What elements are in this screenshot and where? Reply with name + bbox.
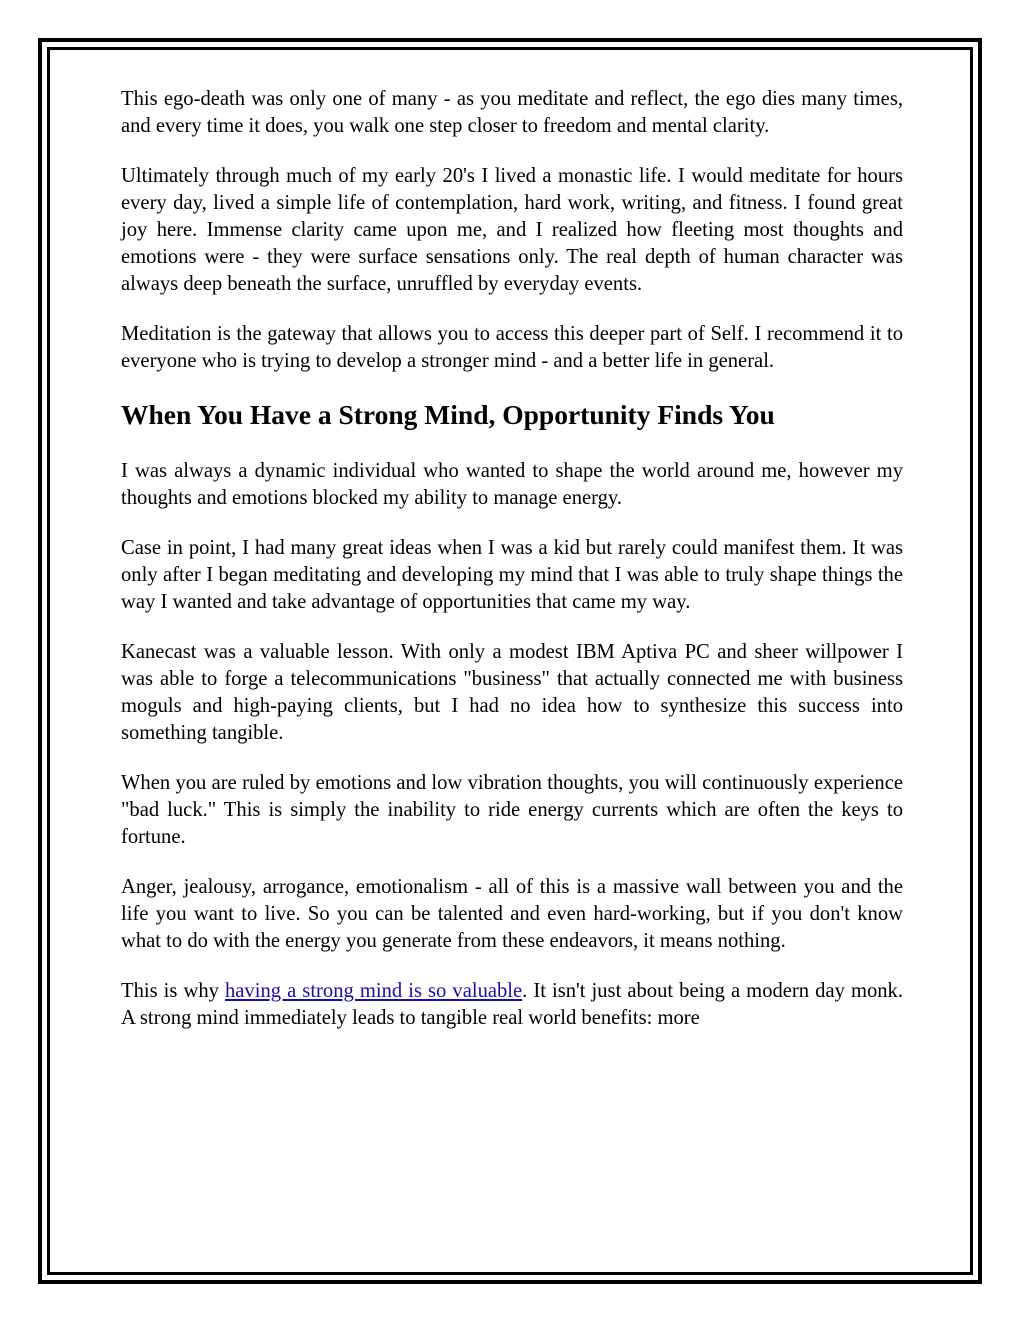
paragraph-ego-death: This ego-death was only one of many - as you meditate and reflect, the ego dies many times, and every time it does, you walk one step closer to freedom and mental clarity. bbox=[121, 88, 903, 137]
paragraph-dynamic-individual: I was always a dynamic individual who wanted to shape the world around me, however my thoughts and emotions blocked my ability to manage energy. bbox=[121, 460, 903, 509]
paragraph-case-in-point: Case in point, I had many great ideas when I was a kid but rarely could manifest them. It was only after I began meditating and developing my mind that I was able to truly shape things the way I wanted and take advantage of opportunities that came my way. bbox=[121, 537, 903, 613]
paragraph-anger-jealousy: Anger, jealousy, arrogance, emotionalism - all of this is a massive wall between you and the life you want to live. So you can be talented and even hard-working, but if you don't know what to do with the energy you generate from these endeavors, it means nothing. bbox=[121, 876, 903, 952]
paragraph-text-before-link: This is why bbox=[121, 980, 225, 1002]
paragraph-monastic-life: Ultimately through much of my early 20's I lived a monastic life. I would meditate for hours every day, lived a simple life of contemplation, hard work, writing, and fitness. I found great joy here. Immense clarity came upon me, and I realized how fleeting most thoughts and emotions were - they were surface sensations only. The real depth of human character was always deep beneath the surface, unruffled by everyday events. bbox=[121, 165, 903, 295]
document-body bbox=[121, 86, 903, 1055]
strong-mind-link[interactable]: having a strong mind is so valuable bbox=[225, 980, 523, 1002]
paragraph-meditation-gateway: Meditation is the gateway that allows you to access this deeper part of Self. I recommend it to everyone who is trying to develop a stronger mind - and a better life in general. bbox=[121, 323, 903, 372]
section-heading: When You Have a Strong Mind, Opportunity Finds You bbox=[121, 399, 775, 430]
paragraph-bad-luck: When you are ruled by emotions and low vibration thoughts, you will continuously experience "bad luck." This is simply the inability to ride energy currents which are often the keys to fortune. bbox=[121, 772, 903, 848]
paragraph-strong-mind-value bbox=[121, 978, 903, 1032]
paragraph-text-after-link: . It isn't just about being a modern day monk. A strong mind immediately leads to tangible real world benefits: more bbox=[121, 980, 903, 1029]
paragraph-kanecast: Kanecast was a valuable lesson. With only a modest IBM Aptiva PC and sheer willpower I was able to forge a telecommunications "business" that actually connected me with business moguls and high-paying clients, but I had no idea how to synthesize this success into something tangible. bbox=[121, 641, 903, 744]
